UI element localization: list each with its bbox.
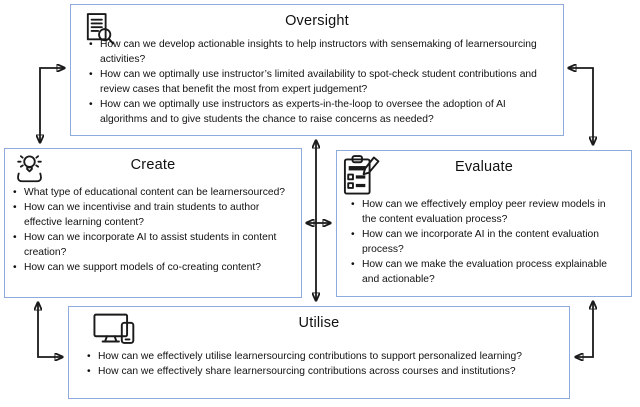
lightbulb-idea-icon [13,153,46,184]
arrow-oversight-create [40,68,64,142]
arrow-evaluate-utilise [576,302,593,357]
arrow-oversight-evaluate [569,68,593,144]
create-questions [11,185,287,275]
question-item: • How can we incorporate AI to assist students in content creation? [11,230,287,260]
question-item: • How can we make the evaluation process explainable and actionable? [349,257,611,287]
evaluate-title: Evaluate [454,159,514,175]
question-item: • How can we support models of co-creating content? [11,260,287,275]
utilise-questions [85,349,549,379]
create-box [4,148,302,298]
monitor-phone-icon [93,312,141,348]
question-item: • How can we effectively utilise learnersourcing contributions to support personalized learning? [85,349,549,364]
question-item: • What type of educational content can be learnersourced? [11,185,287,200]
evaluate-box [336,150,632,297]
question-item: • How can we effectively employ peer review models in the content evaluation process? [349,197,611,227]
clipboard-checklist-icon [343,154,381,199]
question-item: • How can we optimally use instructors as experts-in-the-loop to oversee the adoption of AI algorithms and to give students the chance to raise concerns as needed? [87,97,551,127]
utilise-title: Utilise [298,315,340,331]
oversight-box [70,4,564,136]
utilise-box [68,306,570,399]
question-item: • How can we incentivise and train students to author effective learning content? [11,200,287,230]
question-item: • How can we optimally use instructor’s limited availability to spot-check student contributions and review cases that benefit the most from expert judgement? [87,67,551,97]
arrow-create-utilise [38,303,62,357]
question-item: • How can we develop actionable insights to help instructors with sensemaking of learnersourcing activities? [87,37,551,67]
oversight-questions [87,37,551,127]
evaluate-questions [349,197,611,287]
question-item: • How can we effectively share learnersourcing contributions across courses and institutions? [85,364,549,379]
create-title: Create [130,157,176,173]
oversight-title: Oversight [285,13,349,29]
question-item: • How can we incorporate AI in the content evaluation process? [349,227,611,257]
